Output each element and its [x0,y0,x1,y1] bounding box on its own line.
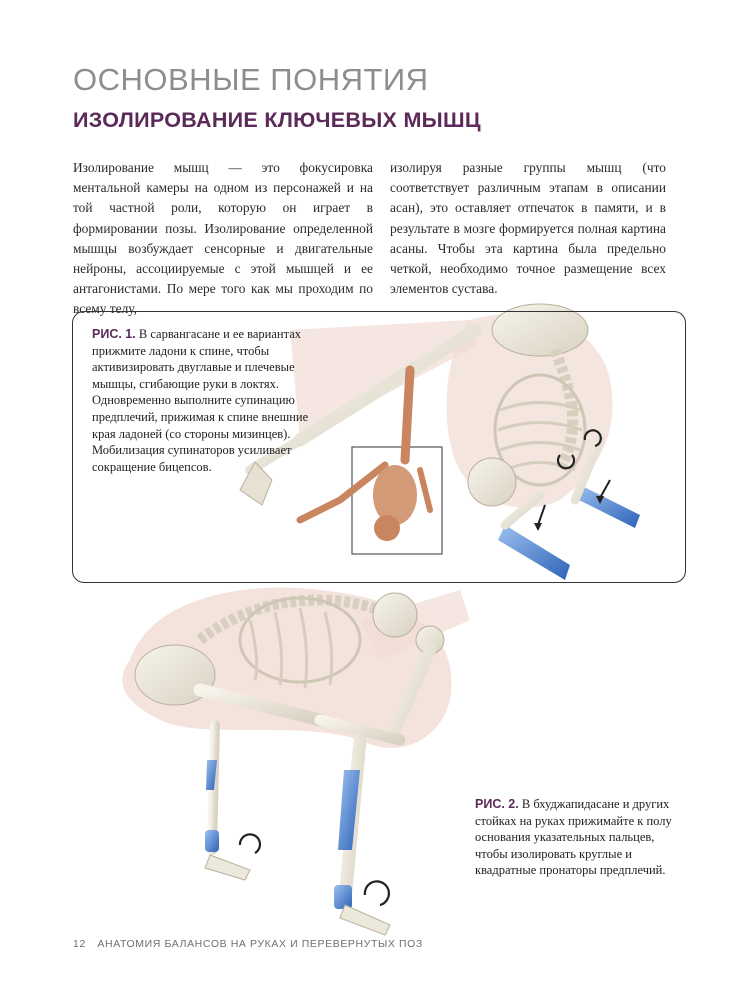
body-text-left-column: Изолирование мышц — это фокусировка ментальной камеры на одном из персонажей и на той частной роли, которую он играет в формировании позы. Изолирование определенной мышцы возбуждает сенсорные и двигательные нейроны, ассоциируемые с этой мышцей и ее антагонистами. По мере того как мы проходим по всему телу, [73,160,373,317]
figure-1-text: В сарвангасане и ее вариантах прижмите ладони к спине, чтобы активизировать двуглавые и плечевые мышцы, сгибающие руки в локтях. Одновременно выполните супинацию предплечий, прижимая к спине внешние края ладоней (со стороны мизинцев). Мобилизация супинаторов усиливает сокращение бицепсов. [92,327,309,474]
figure-1-label: РИС. 1. [92,327,136,341]
page-footer [73,938,423,950]
body-text-right-column: изолируя разные группы мышц (что соответствует различным этапам в описании асан), это оставляет отпечаток в памяти, и в результате в мозге формируется полная картина асаны. Чтобы эта картина была предельно четкой, необходимо точное размещение всех элементов сустава. [390,160,666,297]
figure-2-label: РИС. 2. [475,797,519,811]
book-title: АНАТОМИЯ БАЛАНСОВ НА РУКАХ И ПЕРЕВЕРНУТЫХ ПОЗ [97,938,423,950]
figure-2-illustration [122,588,470,935]
section-title: ОСНОВНЫЕ ПОНЯТИЯ [73,62,429,97]
figure-2-text: В бхуджапидасане и других стойках на руках прижимайте к полу основания указательных пальцев, чтобы изолировать круглые и квадратные пронаторы предплечий. [475,797,672,878]
figure-2-caption [475,796,680,879]
chapter-title: ИЗОЛИРОВАНИЕ КЛЮЧЕВЫХ МЫШЦ [73,108,481,132]
figure-1-caption [92,326,314,475]
page-number: 12 [73,938,86,950]
